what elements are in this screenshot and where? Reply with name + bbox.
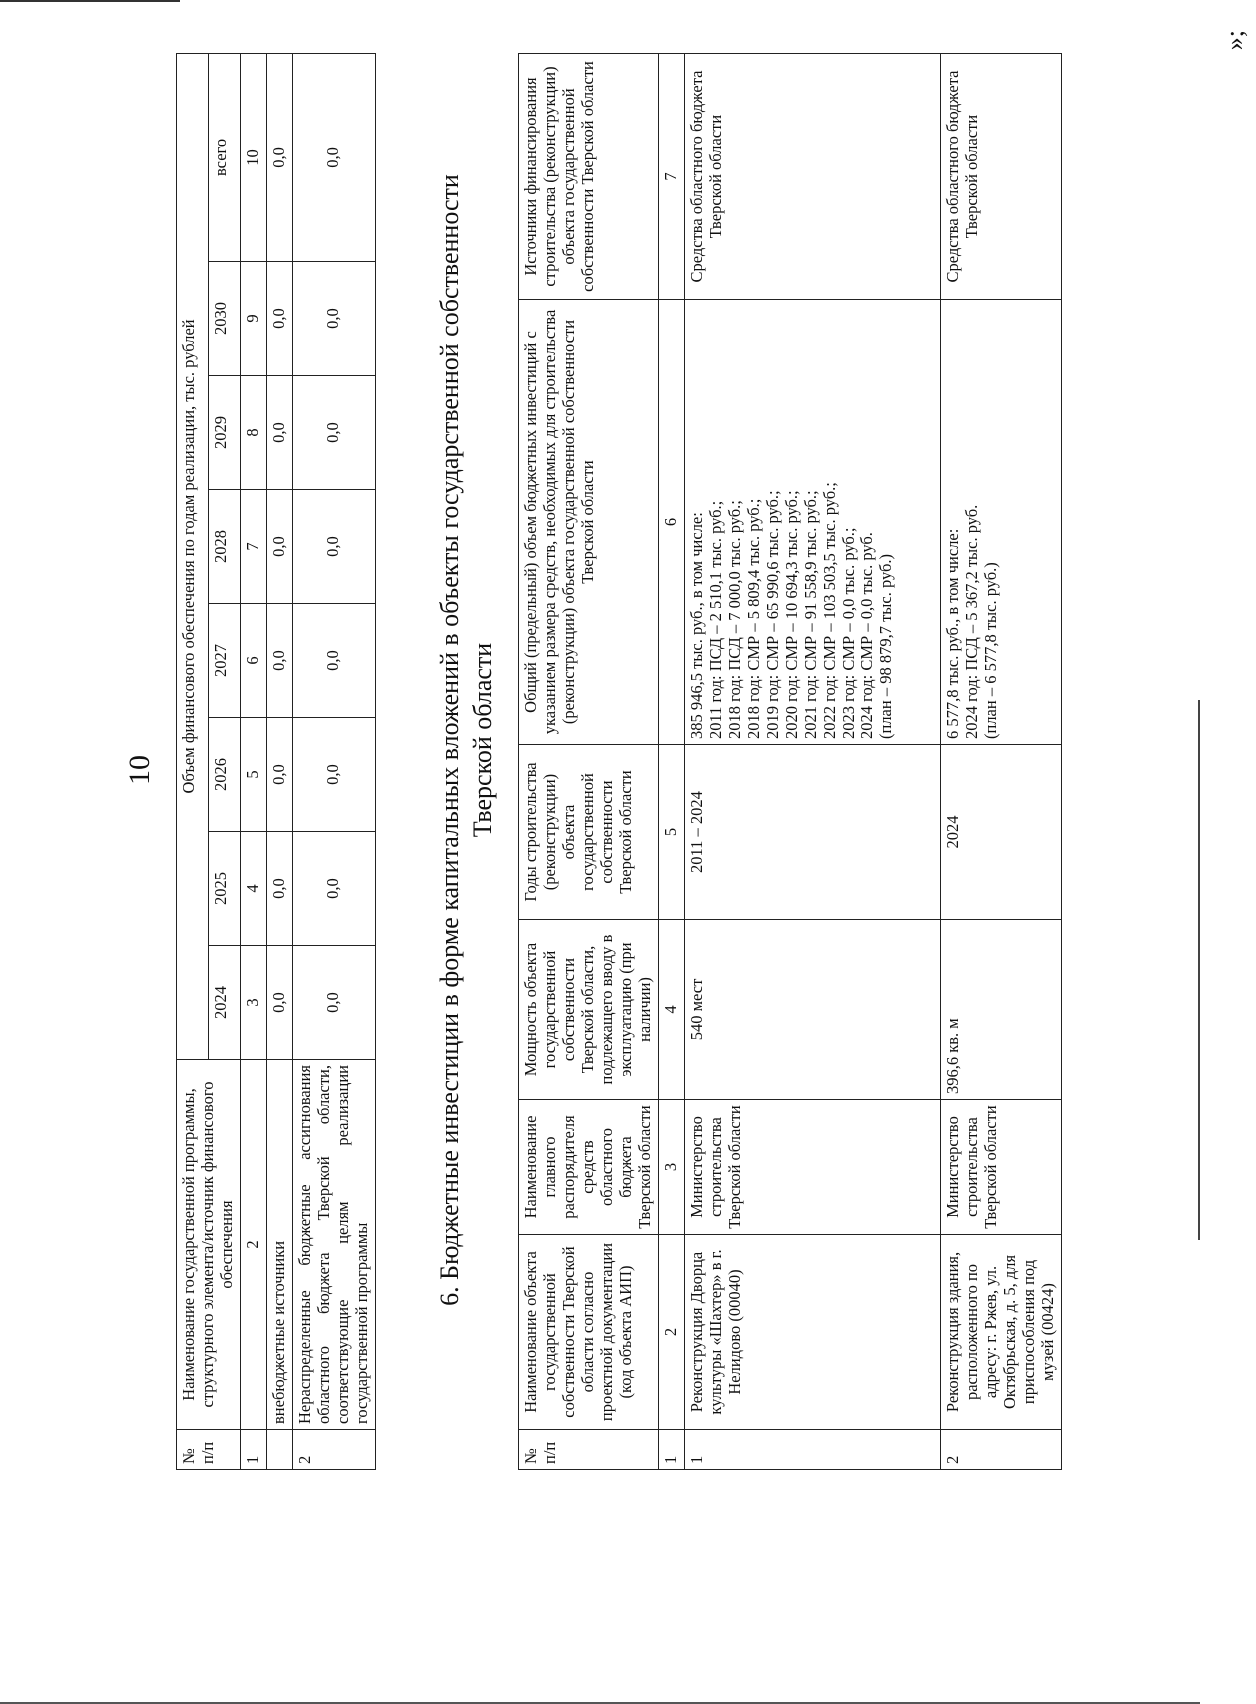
- volume-line: 2024 год: СМР – 0,0 тыс. руб.: [857, 532, 877, 739]
- row-value: 0,0: [292, 604, 375, 718]
- row-value: 0,0: [292, 946, 375, 1060]
- volume-line: 2018 год: СМР – 5 809,4 тыс. руб.;: [743, 498, 763, 739]
- row-value: 0,0: [266, 490, 292, 604]
- volume-line: 2020 год: СМР – 10 694,3 тыс. руб.;: [781, 490, 801, 739]
- header-year: 2024: [208, 946, 240, 1060]
- index-cell: 8: [240, 376, 266, 490]
- row-name: Нераспределенные бюджетные ассигнования областного бюджета Тверской области, соответствующие целям реализации государственной программы: [292, 1060, 375, 1430]
- index-cell: 2: [658, 1235, 684, 1430]
- table-row: [266, 53, 292, 1469]
- volume-line: 2021 год: СМР – 91 558,9 тыс. руб.;: [800, 490, 820, 739]
- row-distributor: Министерство строительства Тверской области: [684, 1100, 940, 1235]
- row-value: 0,0: [266, 832, 292, 946]
- header-distributor: Наименование главного распорядителя средств областного бюджета Тверской области: [519, 1100, 659, 1235]
- volume-line: 2024 год: ПСД – 5 367,2 тыс. руб.: [961, 504, 981, 739]
- volume-line: 2011 год: ПСД – 2 510,1 тыс. руб.;: [705, 500, 725, 739]
- row-value: 0,0: [266, 53, 292, 261]
- row-source: Средства областного бюджета Тверской области: [940, 54, 1061, 300]
- header-year: 2025: [208, 832, 240, 946]
- header-volume: Объем финансового обеспечения по годам реализации, тыс. рублей: [177, 53, 209, 1059]
- volume-line: 2018 год: ПСД – 7 000,0 тыс. руб.;: [724, 500, 744, 739]
- index-cell: 2: [240, 1060, 266, 1430]
- header-num: № п/п: [519, 1430, 659, 1470]
- index-cell: 5: [240, 718, 266, 832]
- financing-index-row: [240, 53, 266, 1469]
- volume-line: 6 577,8 тыс. руб., в том числе:: [942, 528, 962, 739]
- index-cell: 4: [240, 832, 266, 946]
- scan-edge-top: [0, 0, 180, 2]
- index-cell: 7: [240, 490, 266, 604]
- index-cell: 5: [658, 745, 684, 920]
- table-row: [684, 54, 940, 1470]
- volume-line: (план – 6 577,8 тыс. руб.): [980, 562, 1000, 739]
- row-value: 0,0: [266, 604, 292, 718]
- header-years: Годы строительства (реконструкции) объекта государственной собственности Тверской области: [519, 745, 659, 920]
- row-value: 0,0: [292, 262, 375, 376]
- row-name: внебюджетные источники: [266, 1060, 292, 1430]
- row-value: 0,0: [292, 490, 375, 604]
- section-title: [434, 0, 499, 1480]
- row-volume: [940, 300, 1061, 745]
- header-object-name: Наименование объекта государственной собственности Тверской области согласно проектной документации (код объекта АИП): [519, 1235, 659, 1430]
- index-cell: 10: [240, 53, 266, 261]
- row-value: 0,0: [292, 376, 375, 490]
- row-num: 1: [684, 1430, 940, 1470]
- investments-table-header: [519, 54, 659, 1470]
- row-value: 0,0: [292, 832, 375, 946]
- header-total: всего: [208, 53, 240, 261]
- header-num: № п/п: [177, 1430, 241, 1470]
- investments-table: [518, 53, 1062, 1470]
- row-value: 0,0: [266, 262, 292, 376]
- index-cell: 3: [240, 946, 266, 1060]
- header-capacity: Мощность объекта государственной собственности Тверской области, подлежащего вводу в эксплуатацию (при наличии): [519, 920, 659, 1100]
- index-cell: 6: [240, 604, 266, 718]
- financing-table-header: [177, 53, 209, 1469]
- table-row: [940, 54, 1061, 1470]
- row-value: 0,0: [266, 718, 292, 832]
- row-object-name: Реконструкция здания, расположенного по адресу: г. Ржев, ул. Октябрьская, д. 5, для приспособления под музей (00424): [940, 1235, 1061, 1430]
- row-num: 2: [292, 1430, 375, 1470]
- index-cell: 9: [240, 262, 266, 376]
- index-cell: 7: [658, 54, 684, 300]
- row-source: Средства областного бюджета Тверской области: [684, 54, 940, 300]
- index-cell: 6: [658, 300, 684, 745]
- row-years: 2011 – 2024: [684, 745, 940, 920]
- volume-line: 2019 год: СМР – 65 990,6 тыс. руб.;: [762, 490, 782, 739]
- volume-line: 2022 год: СМР – 103 503,5 тыс. руб.;: [819, 482, 839, 739]
- header-volume: Общий (предельный) объем бюджетных инвестиций с указанием размера средств, необходимых для строительства (реконструкции) объекта государственной собственности Тверской области: [519, 300, 659, 745]
- header-name: Наименование государственной программы, структурного элемента/источник финансового обеспечения: [177, 1060, 241, 1430]
- table-row: [292, 53, 375, 1469]
- header-year: 2030: [208, 262, 240, 376]
- row-distributor: Министерство строительства Тверской области: [940, 1100, 1061, 1235]
- section-title-line2: Тверской области: [467, 642, 497, 838]
- investments-index-row: [658, 54, 684, 1470]
- row-object-name: Реконструкция Дворца культуры «Шахтер» в г. Нелидово (00040): [684, 1235, 940, 1430]
- row-value: 0,0: [292, 53, 375, 261]
- row-value: 0,0: [292, 718, 375, 832]
- row-volume: [684, 300, 940, 745]
- row-num: [266, 1430, 292, 1470]
- header-year: 2029: [208, 376, 240, 490]
- volume-line: 2023 год: СМР – 0,0 тыс. руб.;: [838, 527, 858, 739]
- page-number: 10: [123, 755, 156, 785]
- row-capacity: 396,6 кв. м: [940, 920, 1061, 1100]
- rotated-content: [176, 0, 1256, 1480]
- closing-mark: »;: [1220, 30, 1249, 51]
- header-year: 2026: [208, 718, 240, 832]
- row-value: 0,0: [266, 946, 292, 1060]
- index-cell: 4: [658, 920, 684, 1100]
- volume-line: 385 946,5 тыс. руб., в том числе:: [686, 512, 706, 739]
- section-title-line1: 6. Бюджетные инвестиции в форме капитальных вложений в объекты государственной собственности: [435, 174, 464, 1306]
- financing-table: [176, 53, 376, 1470]
- row-capacity: 540 мест: [684, 920, 940, 1100]
- header-sources: Источники финансирования строительства (реконструкции) объекта государственной собственности Тверской области: [519, 54, 659, 300]
- row-years: 2024: [940, 745, 1061, 920]
- header-year: 2028: [208, 490, 240, 604]
- index-cell: 1: [658, 1430, 684, 1470]
- index-cell: 1: [240, 1430, 266, 1470]
- row-num: 2: [940, 1430, 1061, 1470]
- volume-line: (план – 98 879,7 тыс. руб.): [876, 553, 896, 739]
- header-year: 2027: [208, 604, 240, 718]
- index-cell: 3: [658, 1100, 684, 1235]
- row-value: 0,0: [266, 376, 292, 490]
